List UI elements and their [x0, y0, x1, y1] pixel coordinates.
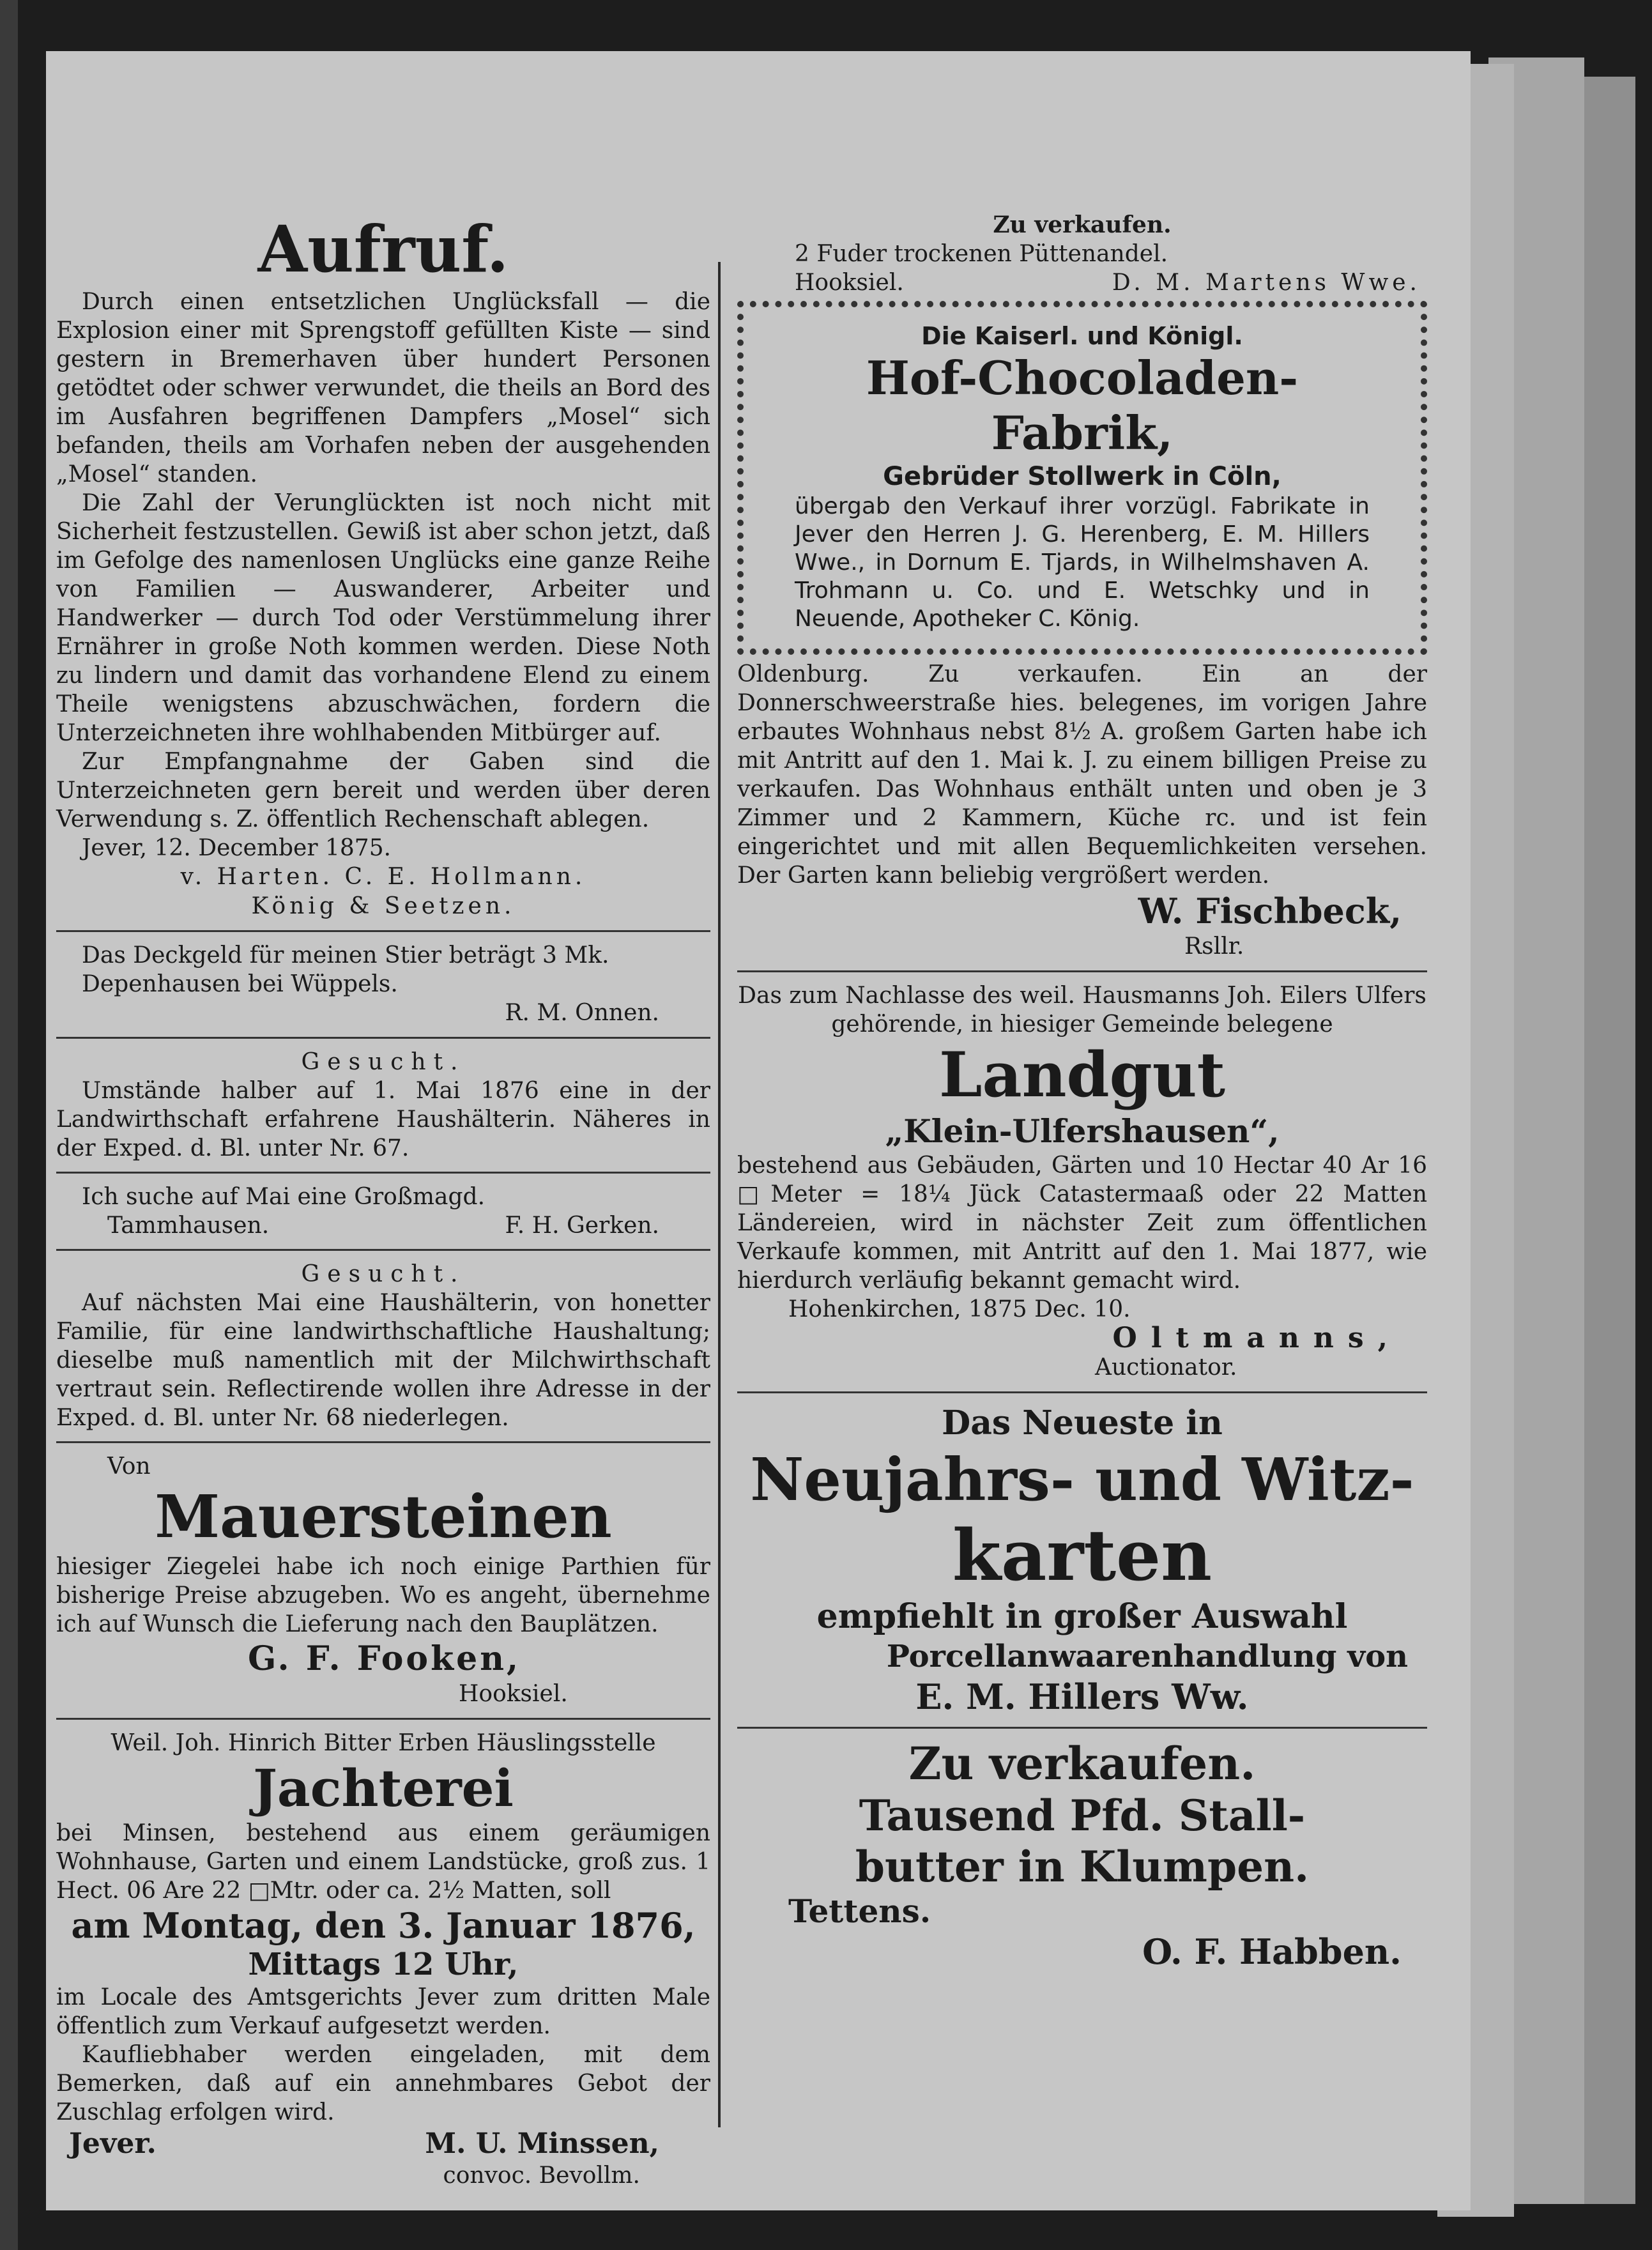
- puettenandel-place: Hooksiel.: [795, 270, 904, 296]
- mauersteine-ad: [56, 1452, 710, 1709]
- divider: [737, 1391, 1427, 1393]
- divider: [56, 1172, 710, 1174]
- landgut-text: bestehend aus Gebäuden, Gärten und 10 Hectar 40 Ar 16 □Meter = 18¼ Jück Catastermaaß oder 22 Matten Ländereien, wird in nächster Zeit zum öffentlichen Verkaufe kommen, mit Antritt auf den 1. Mai 1877, wie hierdurch verläufig bekannt gemacht wird.: [737, 1152, 1427, 1294]
- jachterei-text-2: im Locale des Amtsgerichts Jever zum dritten Male öffentlich zum Verkauf aufgesetzt werden.: [56, 1984, 710, 2039]
- aufruf-paragraph-2: Die Zahl der Verunglückten ist noch nicht mit Sicherheit festzustellen. Gewiß ist aber schon jetzt, daß im Gefolge des namenlosen Unglücks eine ganze Reihe von Familien — Auswanderer, Arbeiter und Handwerker — durch Tod oder Verstümmelung ihrer Ernährer in große Noth kommen werden. Diese Noth zu lindern und damit das vorhandene Elend zu einem Theile wenigstens abzuschwächen, fordern die Unterzeichneten ihre wohlhabenden Mitbürger auf.: [56, 490, 710, 746]
- stollwerck-text: übergab den Verkauf ihrer vorzügl. Fabrikate in Jever den Herren J. G. Herenberg, E. M. Hillers Wwe., in Dornum E. Tjards, in Wilhelmshaven A. Trohmann u. Co. und E. Wetschky und in Neuende, Apotheker C. König.: [795, 493, 1370, 632]
- gesucht-text-2: Auf nächsten Mai eine Haushälterin, von honetter Familie, für eine landwirthschaftliche Haushaltung; dieselbe muß namentlich mit der Milchwirthschaft vertraut sein. Reflectirende wollen ihre Adresse in der Exped. d. Bl. unter Nr. 68 niederlegen.: [56, 1290, 710, 1431]
- landgut-signature: Oltmanns,: [1112, 1322, 1402, 1354]
- neujahr-line-3: Porcellanwaarenhandlung von: [886, 1639, 1408, 1674]
- aufruf-place-date: Jever, 12. December 1875.: [82, 835, 392, 861]
- gesucht-title-2: Gesucht.: [301, 1261, 466, 1287]
- aufruf-paragraph-1: Durch einen entsetzlichen Unglücksfall — die Explosion einer mit Sprengstoff gefüllten Kiste — sind gestern in Bremerhaven über hundert Personen getödtet oder schwer verwundet, die theils an Bord des im Ausfahren begriffenen Dampfers „Mosel“ sich befanden, theils am Vorhafen neben der ausgehenden „Mosel“ standen.: [56, 289, 710, 487]
- fischbeck-signature: W. Fischbeck,: [1138, 891, 1402, 931]
- book-spine: [0, 0, 18, 2250]
- deckgeld-text: Das Deckgeld für meinen Stier beträgt 3 Mk.: [82, 942, 609, 968]
- jachterei-date: am Montag, den 3. Januar 1876,: [71, 1905, 696, 1946]
- fischbeck-signature-sub: Rsllr.: [1184, 933, 1244, 960]
- landgut-title: Landgut: [939, 1039, 1225, 1111]
- stallbutter-place: Tettens.: [788, 1892, 931, 1930]
- jachterei-signature: M. U. Minssen,: [425, 2127, 659, 2160]
- stallbutter-title: Zu verkaufen.: [908, 1737, 1256, 1790]
- neujahr-ad: [737, 1402, 1427, 1718]
- landgut-ad: [737, 981, 1427, 1382]
- mauersteine-von: Von: [107, 1453, 151, 1480]
- stollwerck-ad: [737, 301, 1427, 655]
- neujahr-title-1: Neujahrs- und Witz-: [750, 1445, 1414, 1514]
- fischbeck-text: Oldenburg. Zu verkaufen. Ein an der Donnerschweerstraße hies. belegenes, im vorigen Jahre erbautes Wohnhaus nebst 8½ A. großem Garten habe ich mit Antritt auf den 1. Mai k. J. zu einem billigen Preise zu verkaufen. Das Wohnhaus enthält unten und oben je 3 Zimmer und 2 Kammern, Küche rc. und ist fein eingerichtet und mit allen Bequemlichkeiten versehen. Der Garten kann beliebig vergrößert werden.: [737, 661, 1427, 889]
- jachterei-title: Jachterei: [253, 1758, 514, 1818]
- jachterei-time: Mittags 12 Uhr,: [248, 1947, 519, 1982]
- neujahr-line-2: empfiehlt in großer Auswahl: [816, 1597, 1348, 1636]
- puettenandel-ad: [737, 211, 1427, 297]
- jachterei-intro: Weil. Joh. Hinrich Bitter Erben Häuslingsstelle: [111, 1730, 656, 1756]
- mauersteine-place: Hooksiel.: [459, 1681, 568, 1707]
- grossmagd-text: Ich suche auf Mai eine Großmagd.: [82, 1184, 486, 1210]
- grossmagd-signature: F. H. Gerken.: [505, 1213, 659, 1239]
- neujahr-line-4: E. M. Hillers Ww.: [915, 1676, 1249, 1717]
- deckgeld-ad: [56, 941, 710, 1028]
- landgut-signature-sub: Auctionator.: [1095, 1354, 1237, 1381]
- column-divider: [718, 262, 721, 2127]
- puettenandel-title: Zu verkaufen.: [993, 211, 1172, 238]
- mauersteine-signature: G. F. Fooken,: [248, 1639, 521, 1678]
- divider: [56, 930, 710, 932]
- aufruf-ad: [56, 211, 710, 921]
- aufruf-title: Aufruf.: [257, 211, 509, 287]
- neujahr-title-2: karten: [952, 1514, 1212, 1596]
- aufruf-signatories-2: König & Seetzen.: [251, 893, 516, 919]
- gesucht-ad-2: [56, 1260, 710, 1432]
- jachterei-text: bei Minsen, bestehend aus einem geräumigen Wohnhause, Garten und einem Landstücke, groß zus. 1 Hect. 06 Are 22 □Mtr. oder ca. 2½ Matten, soll: [56, 1820, 710, 1904]
- landgut-subtitle: „Klein-Ulfershausen“,: [885, 1112, 1280, 1150]
- jachterei-ad: [56, 1729, 710, 2191]
- left-column: [56, 211, 710, 2191]
- landgut-place-date: Hohenkirchen, 1875 Dec. 10.: [788, 1296, 1131, 1322]
- grossmagd-ad: [56, 1182, 710, 1240]
- gesucht-text-1: Umstände halber auf 1. Mai 1876 eine in der Landwirthschaft erfahrene Haushälterin. Näheres in der Exped. d. Bl. unter Nr. 67.: [56, 1078, 710, 1161]
- landgut-intro: Das zum Nachlasse des weil. Hausmanns Joh. Eilers Ulfers gehörende, in hiesiger Gemeinde belegene: [738, 983, 1426, 1037]
- newspaper-page: [46, 51, 1471, 2210]
- jachterei-text-3: Kaufliebhaber werden eingeladen, mit dem Bemerken, daß auf ein annehmbares Gebot der Zuschlag erfolgen wird.: [56, 2042, 710, 2125]
- deckgeld-place: Depenhausen bei Wüppels.: [82, 971, 398, 997]
- gesucht-ad-1: [56, 1048, 710, 1163]
- divider: [56, 1718, 710, 1720]
- stollwerck-title: Hof-Chocoladen-Fabrik,: [866, 351, 1299, 460]
- divider: [737, 1727, 1427, 1729]
- divider: [737, 970, 1427, 972]
- divider: [56, 1441, 710, 1443]
- stallbutter-ad: [737, 1738, 1427, 1973]
- jachterei-place: Jever.: [69, 2127, 157, 2160]
- stallbutter-signature: O. F. Habben.: [1142, 1931, 1402, 1972]
- divider: [56, 1249, 710, 1251]
- mauersteine-title: Mauersteinen: [155, 1482, 612, 1551]
- mauersteine-text: hiesiger Ziegelei habe ich noch einige Parthien für bisherige Preise abzugeben. Wo es angeht, übernehme ich auf Wunsch die Lieferung nach den Bauplätzen.: [56, 1554, 710, 1637]
- gesucht-title-1: Gesucht.: [301, 1049, 466, 1075]
- right-column: [737, 211, 1427, 1973]
- stallbutter-line-2: butter in Klumpen.: [855, 1842, 1310, 1892]
- aufruf-signatories: v. Harten. C. E. Hollmann.: [180, 864, 586, 890]
- fischbeck-ad: [737, 660, 1427, 961]
- deckgeld-signature: R. M. Onnen.: [505, 1000, 659, 1026]
- divider: [56, 1037, 710, 1039]
- jachterei-signature-sub: convoc. Bevollm.: [443, 2162, 640, 2189]
- puettenandel-text: 2 Fuder trockenen Püttenandel.: [795, 241, 1168, 267]
- puettenandel-signature: D. M. Martens Wwe.: [1112, 270, 1421, 296]
- neujahr-line-1: Das Neueste in: [942, 1404, 1223, 1443]
- stollwerck-line-2: Gebrüder Stollwerk in Cöln,: [883, 462, 1281, 491]
- grossmagd-place: Tammhausen.: [107, 1213, 270, 1239]
- stallbutter-line-1: Tausend Pfd. Stall-: [859, 1791, 1306, 1841]
- stollwerck-line-1: Die Kaiserl. und Königl.: [921, 322, 1243, 350]
- aufruf-paragraph-3: Zur Empfangnahme der Gaben sind die Unterzeichneten gern bereit und werden über deren Verwendung s. Z. öffentlich Rechenschaft ablegen.: [56, 749, 710, 832]
